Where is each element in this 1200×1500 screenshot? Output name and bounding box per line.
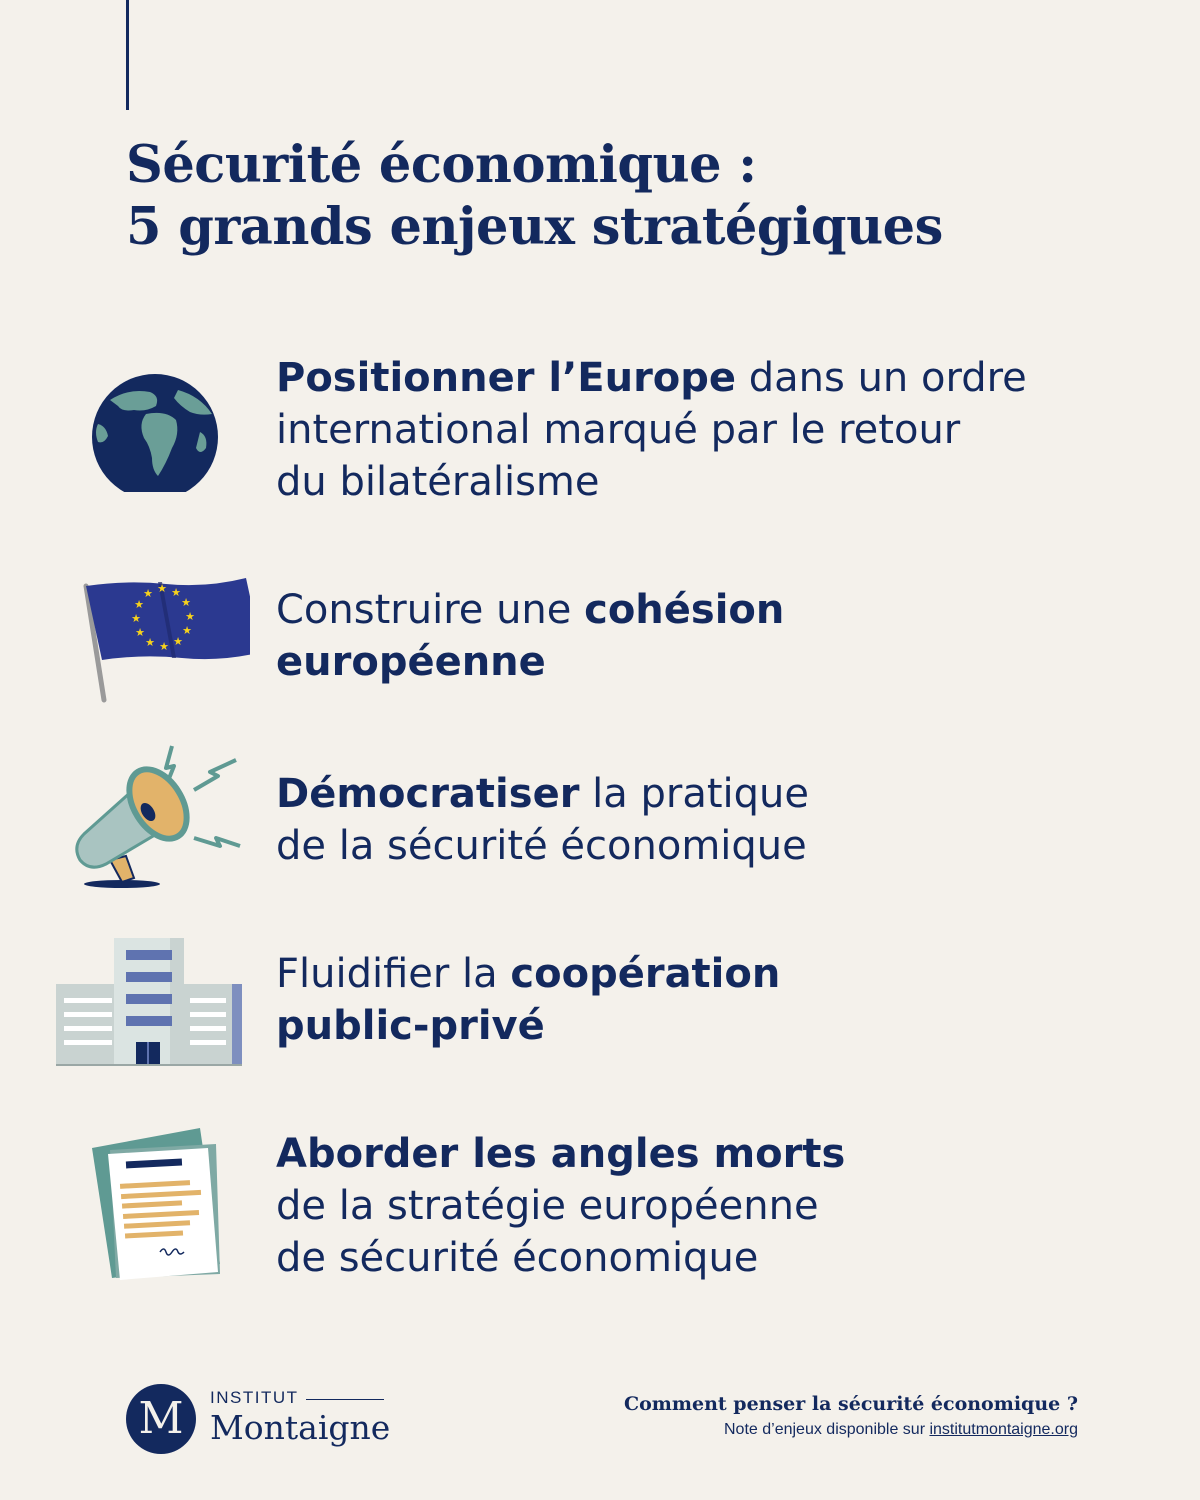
svg-text:★: ★ (143, 587, 153, 600)
enjeu-text-2 (276, 584, 1156, 688)
enjeu-text-5 (276, 1128, 1156, 1284)
svg-text:★: ★ (134, 598, 144, 611)
svg-text:★: ★ (173, 635, 183, 648)
enjeu-1-line-2: international marqué par le retour (276, 407, 961, 453)
enjeu-3-line-1 (276, 768, 1156, 820)
logo-montaigne-text: Montaigne (210, 1408, 391, 1447)
footer-note (624, 1390, 1078, 1442)
footer-title: Comment penser la sécurité économique ? (624, 1393, 1078, 1415)
enjeu-2-line-2 (276, 636, 1156, 688)
enjeu-text-3 (276, 768, 1156, 872)
enjeu-3-line-2: de la sécurité économique (276, 823, 807, 869)
institut-montaigne-logo[interactable] (126, 1384, 426, 1454)
title-line-2: 5 grands enjeux stratégiques (126, 197, 943, 257)
enjeu-2-line-1 (276, 584, 1156, 636)
enjeu-text-1 (276, 352, 1156, 508)
enjeu-4-line-1 (276, 948, 1156, 1000)
svg-text:★: ★ (145, 636, 155, 649)
svg-text:★: ★ (185, 610, 195, 623)
enjeu-2-bold: cohésion (584, 587, 785, 633)
logo-rule (306, 1399, 384, 1400)
footer-link[interactable]: institutmontaigne.org (929, 1421, 1078, 1438)
enjeu-4-bold-2: public-privé (276, 1003, 545, 1049)
enjeu-5-line-2: de la stratégie européenne (276, 1183, 819, 1229)
enjeu-5-line-3: de sécurité économique (276, 1235, 759, 1281)
document-icon (50, 1124, 250, 1284)
svg-text:★: ★ (159, 640, 169, 653)
logo-institut-text: INSTITUT (210, 1388, 299, 1407)
enjeu-4-pre: Fluidifier la (276, 951, 511, 997)
svg-text:★: ★ (181, 596, 191, 609)
enjeu-1-rest: dans un ordre (736, 355, 1027, 401)
buildings-icon (50, 936, 250, 1066)
title-line-1: Sécurité économique : (126, 135, 757, 195)
megaphone-icon (50, 742, 250, 892)
enjeu-5-line-1 (276, 1128, 1156, 1180)
logo-monogram: M (126, 1384, 196, 1454)
svg-text:★: ★ (182, 624, 192, 637)
enjeu-1-line-1 (276, 352, 1156, 404)
footer-subtitle (624, 1418, 1078, 1442)
enjeu-4-bold: coopération (510, 951, 781, 997)
enjeu-3-bold: Démocratiser (276, 771, 580, 817)
enjeu-3-rest: la pratique (579, 771, 809, 817)
svg-text:★: ★ (171, 586, 181, 599)
svg-text:★: ★ (131, 612, 141, 625)
enjeu-1-bold: Positionner l’Europe (276, 355, 737, 401)
svg-text:★: ★ (157, 582, 167, 595)
enjeu-5-bold: Aborder les angles morts (276, 1131, 846, 1177)
enjeu-2-pre: Construire une (276, 587, 585, 633)
enjeu-2-bold-2: européenne (276, 639, 546, 685)
enjeu-text-4 (276, 948, 1156, 1052)
globe-icon (50, 362, 250, 492)
footer-sub-text: Note d’enjeux disponible sur (724, 1421, 930, 1438)
accent-bar (126, 0, 129, 110)
enjeu-1-line-3: du bilatéralisme (276, 459, 600, 505)
page-title (126, 134, 943, 258)
svg-text:★: ★ (135, 626, 145, 639)
eu-flag-icon (50, 566, 250, 706)
enjeu-4-line-2 (276, 1000, 1156, 1052)
